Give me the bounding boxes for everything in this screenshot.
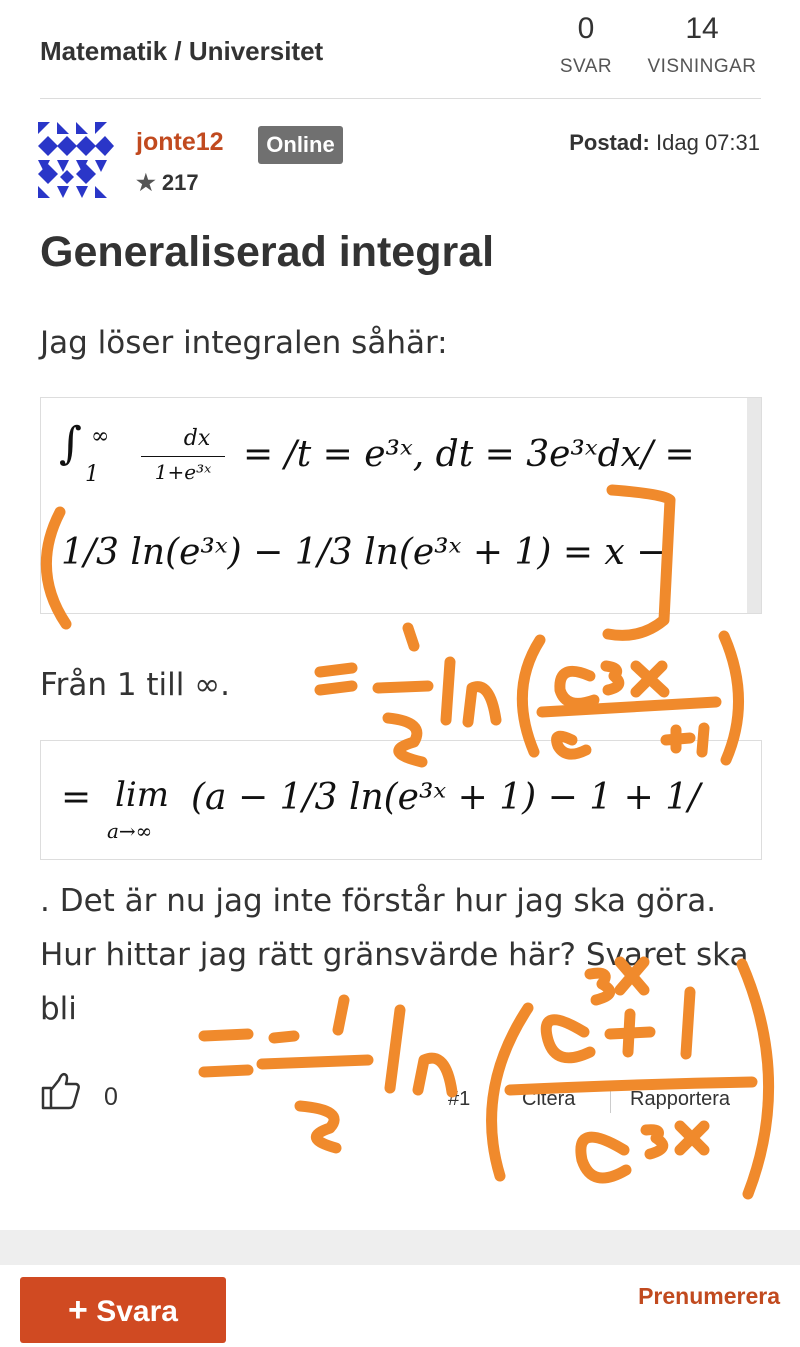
- one-stroke: [408, 628, 414, 646]
- integral-sign: ∫: [59, 418, 82, 469]
- online-badge: Online: [258, 126, 343, 164]
- math2-equals: =: [61, 777, 92, 818]
- post-number[interactable]: #1: [448, 1088, 471, 1110]
- fraction-denominator: 1+e³ˣ: [154, 460, 212, 484]
- post-title: Generaliserad integral: [40, 228, 495, 276]
- answers-count: 0: [577, 12, 595, 45]
- views-count: 14: [685, 12, 719, 45]
- frac-bar-bottom-stroke: [262, 1060, 368, 1064]
- reputation-value: 217: [161, 170, 199, 195]
- integral-upper: ∞: [91, 424, 110, 449]
- math2-expression: (a − 1/3 ln(e³ˣ + 1) − 1 + 1/: [191, 777, 701, 818]
- x-top-stroke: [636, 666, 664, 692]
- breadcrumb[interactable]: Matematik / Universitet: [40, 36, 324, 66]
- paren-open-stroke: [522, 640, 540, 752]
- avatar[interactable]: [38, 122, 114, 198]
- range-text: Från 1 till ∞.: [40, 667, 230, 703]
- math1-substitution: = /t = e³ˣ, dt = 3e³ˣdx/ =: [243, 434, 695, 475]
- three-bottom-stroke: [300, 1106, 336, 1148]
- eq-stroke-2: [204, 1070, 248, 1072]
- integral-lower: 1: [85, 462, 99, 487]
- approx-stroke-2: [320, 686, 352, 690]
- three-top-stroke: [606, 666, 619, 690]
- math2-lim-sub: a→∞: [107, 819, 153, 843]
- header-divider: [40, 98, 761, 99]
- intro-text: Jag löser integralen såhär:: [40, 325, 448, 361]
- e-top-stroke: [560, 671, 594, 703]
- likes-count: 0: [104, 1083, 118, 1111]
- minus-stroke: [274, 1036, 294, 1038]
- quote-link[interactable]: Citera: [522, 1088, 576, 1110]
- three-lower-stroke: [646, 1130, 663, 1154]
- reputation: [136, 170, 199, 196]
- reply-button-label: Svara: [96, 1295, 178, 1328]
- views-label: VISNINGAR: [647, 56, 757, 77]
- fraction-numerator: dx: [183, 426, 211, 451]
- math-block-1: [40, 397, 762, 614]
- subscribe-link[interactable]: Prenumerera: [638, 1283, 780, 1309]
- reply-button[interactable]: [20, 1277, 226, 1343]
- math-scrollbar[interactable]: [747, 398, 761, 613]
- n-bottom-stroke: [418, 1058, 452, 1092]
- plus-icon: +: [68, 1291, 88, 1329]
- frac-bar-right-stroke: [542, 702, 716, 712]
- posted-label: Postad:: [569, 130, 650, 155]
- username-link[interactable]: jonte12: [136, 128, 224, 156]
- frac-bar-stroke: [378, 686, 428, 688]
- report-link[interactable]: Rapportera: [630, 1088, 731, 1110]
- approx-stroke-1: [320, 668, 352, 672]
- answers-label: SVAR: [559, 56, 613, 77]
- fraction-bar: [141, 456, 225, 457]
- posted-time: Idag 07:31: [656, 130, 760, 155]
- n-stroke: [468, 687, 496, 722]
- e-lower-stroke: [581, 1137, 626, 1178]
- l-stroke: [446, 662, 450, 720]
- x-lower-stroke: [680, 1126, 704, 1150]
- star-icon: ★: [136, 170, 156, 195]
- math-block-2: [40, 740, 762, 860]
- question-text: . Det är nu jag inte förstår hur jag ska göra. Hur hittar jag rätt gränsvärde här? Svaret ska bli: [40, 883, 749, 1027]
- posted-info: [569, 130, 760, 156]
- thumbs-up-icon[interactable]: [40, 1070, 80, 1110]
- footer-band: [0, 1230, 800, 1265]
- math2-lim: lim: [115, 775, 169, 815]
- action-divider: [610, 1085, 611, 1113]
- math1-line2: 1/3 ln(e³ˣ) − 1/3 ln(e³ˣ + 1) = x −: [61, 532, 667, 573]
